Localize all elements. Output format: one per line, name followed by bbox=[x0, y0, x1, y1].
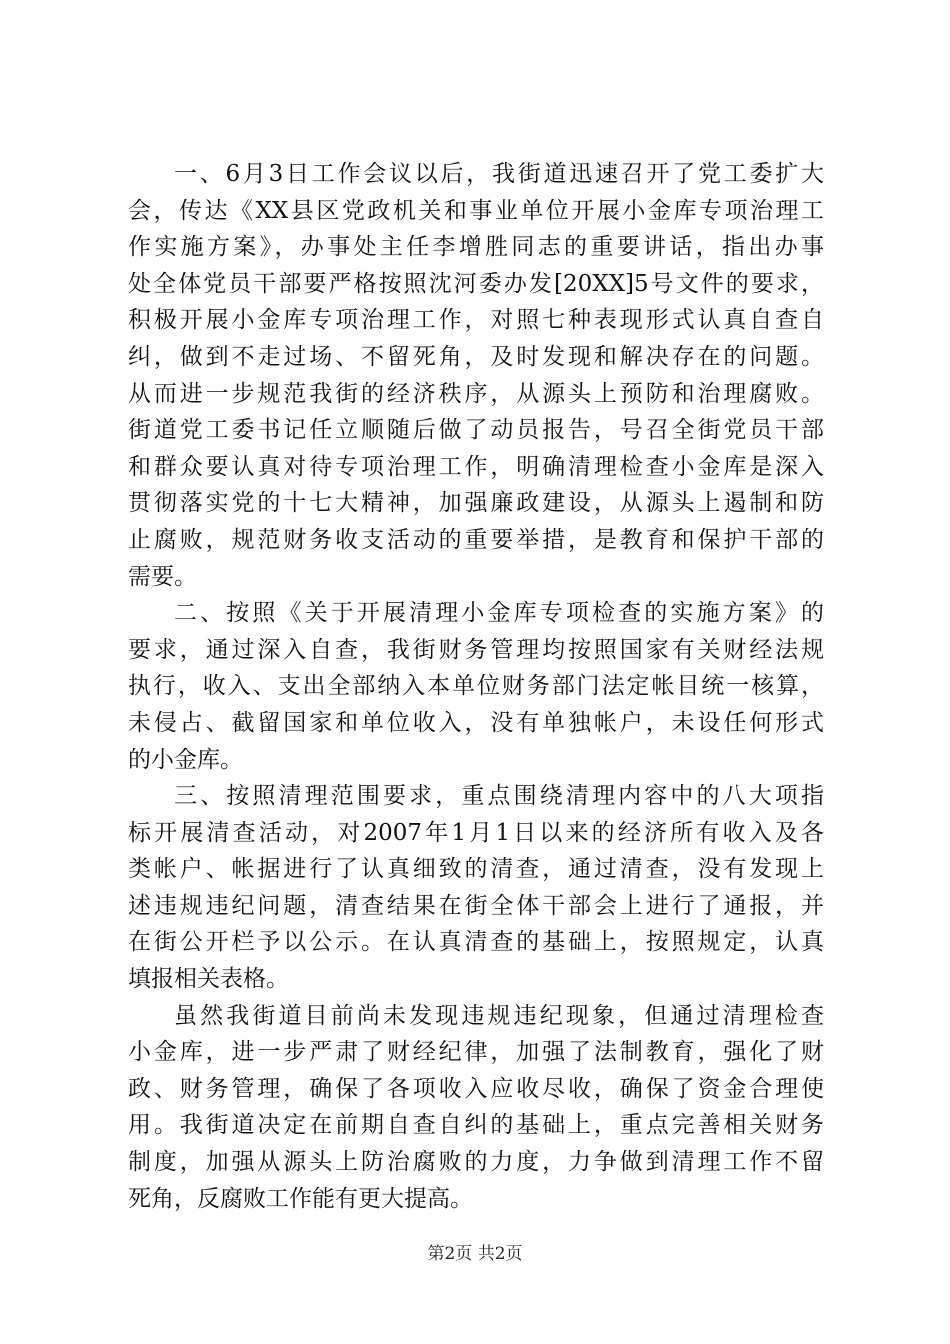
text-line: 未侵占、截留国家和单位收入，没有单独帐户，未设任何形式 bbox=[128, 709, 824, 736]
text-line: 从而进一步规范我街的经济秩序，从源头上预防和治理腐败。 bbox=[128, 380, 824, 407]
text-line: 制度，加强从源头上防治腐败的力度，力争做到清理工作不留 bbox=[128, 1149, 824, 1176]
text-line: 贯彻落实党的十七大精神，加强廉政建设，从源头上遏制和防 bbox=[128, 490, 824, 517]
text-line: 街道党工委书记任立顺随后做了动员报告，号召全街党员干部 bbox=[128, 417, 824, 444]
text-line: 会，传达《XX县区党政机关和事业单位开展小金库专项治理工 bbox=[128, 197, 824, 224]
text-line: 的小金库。 bbox=[128, 746, 243, 773]
text-line: 纠，做到不走过场、不留死角，及时发现和解决存在的问题。 bbox=[128, 343, 824, 370]
text-line: 止腐败，规范财务收支活动的重要举措，是教育和保护干部的 bbox=[128, 526, 824, 553]
text-line: 用。我街道决定在前期自查自纠的基础上，重点完善相关财务 bbox=[128, 1112, 824, 1139]
text-line: 和群众要认真对待专项治理工作，明确清理检查小金库是深入 bbox=[128, 453, 824, 480]
text-line: 作实施方案》，办事处主任李增胜同志的重要讲话，指出办事 bbox=[128, 234, 824, 261]
text-line: 一、6月3日工作会议以后，我街道迅速召开了党工委扩大 bbox=[174, 161, 824, 187]
text-line: 填报相关表格。 bbox=[128, 966, 289, 993]
text-line: 述违规违纪问题，清查结果在街全体干部会上进行了通报，并 bbox=[128, 892, 824, 919]
text-line: 在街公开栏予以公示。在认真清查的基础上，按照规定，认真 bbox=[128, 929, 824, 956]
text-line: 死角，反腐败工作能有更大提高。 bbox=[128, 1185, 473, 1212]
text-line: 需要。 bbox=[128, 563, 197, 590]
text-line: 标开展清查活动，对2007年1月1日以来的经济所有收入及各 bbox=[128, 819, 824, 846]
text-line: 执行，收入、支出全部纳入本单位财务部门法定帐目统一核算， bbox=[128, 673, 824, 700]
text-line: 二、按照《关于开展清理小金库专项检查的实施方案》的 bbox=[174, 600, 824, 627]
text-line: 类帐户、帐据进行了认真细致的清查，通过清查，没有发现上 bbox=[128, 856, 824, 883]
text-line: 小金库，进一步严肃了财经纪律，加强了法制教育，强化了财 bbox=[128, 1039, 824, 1066]
page-footer: 第2页 共2页 bbox=[427, 1244, 523, 1264]
text-line: 虽然我街道目前尚未发现违规违纪现象，但通过清理检查 bbox=[174, 1002, 824, 1029]
text-line: 处全体党员干部要严格按照沈河委办发[20XX]5号文件的要求， bbox=[128, 270, 824, 297]
text-line: 三、按照清理范围要求，重点围绕清理内容中的八大项指 bbox=[174, 783, 824, 810]
text-line: 政、财务管理，确保了各项收入应收尽收，确保了资金合理使 bbox=[128, 1075, 824, 1102]
text-line: 要求，通过深入自查，我街财务管理均按照国家有关财经法规 bbox=[128, 636, 824, 663]
document-body bbox=[128, 156, 824, 1217]
text-line: 积极开展小金库专项治理工作，对照七种表现形式认真自查自 bbox=[128, 307, 824, 334]
